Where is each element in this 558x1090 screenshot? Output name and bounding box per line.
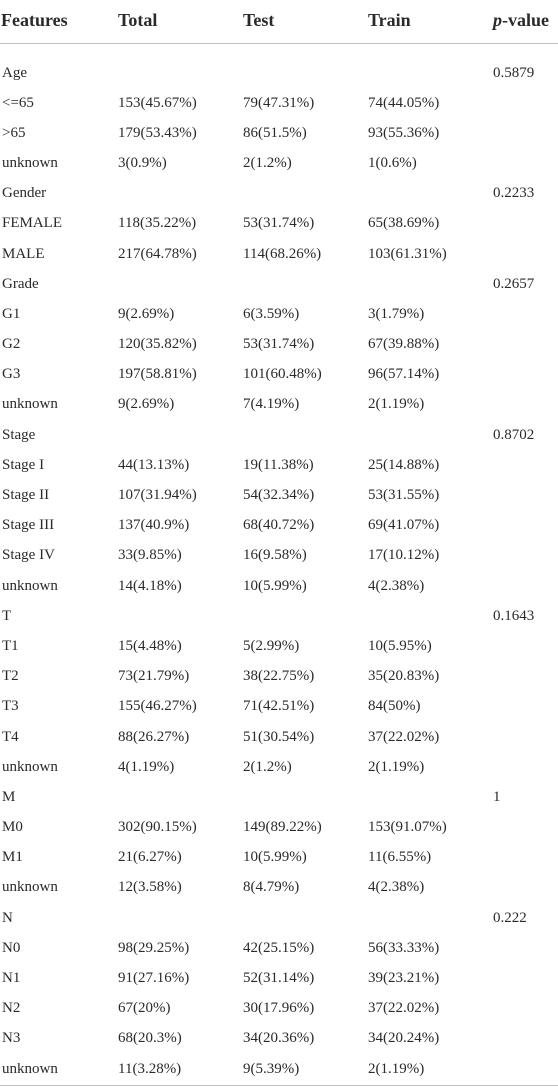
table-row (0, 722, 558, 752)
table-row (0, 269, 558, 299)
train-cell: 2(1.19%) (368, 758, 425, 775)
table-row (0, 933, 558, 963)
test-cell: 54(32.34%) (243, 487, 315, 504)
total-cell: 73(21.79%) (118, 668, 190, 685)
p-value-cell: 0.8702 (493, 426, 535, 443)
feature-cell: T1 (2, 637, 19, 654)
train-cell: 2(1.19%) (368, 1060, 425, 1077)
feature-cell: <=65 (2, 94, 34, 111)
header-test: Test (243, 0, 368, 44)
feature-cell: Stage (2, 426, 36, 443)
feature-cell: Gender (2, 185, 47, 202)
test-cell: 53(31.74%) (243, 215, 315, 232)
table-row (0, 390, 558, 420)
total-cell: 33(9.85%) (118, 547, 182, 564)
p-value-cell: 0.5879 (493, 64, 535, 81)
feature-cell: >65 (2, 124, 26, 141)
feature-cell: Stage II (2, 487, 50, 504)
p-value-cell (493, 88, 558, 118)
train-cell: 96(57.14%) (368, 366, 440, 383)
p-value-cell (493, 692, 558, 722)
header-train: Train (368, 0, 493, 44)
test-cell: 101(60.48%) (243, 366, 322, 383)
test-cell: 38(22.75%) (243, 668, 315, 685)
test-cell: 2(1.2%) (243, 154, 292, 171)
train-cell: 34(20.24%) (368, 1030, 440, 1047)
p-value-cell (493, 209, 558, 239)
table-row (0, 601, 558, 631)
table-row (0, 692, 558, 722)
feature-cell: FEMALE (2, 215, 62, 232)
test-cell (243, 44, 368, 89)
p-value-cell: 1 (493, 788, 501, 805)
total-cell: 12(3.58%) (118, 879, 182, 896)
test-cell (243, 903, 368, 933)
test-cell (243, 782, 368, 812)
table-row (0, 118, 558, 148)
test-cell: 52(31.14%) (243, 970, 315, 987)
total-cell: 118(35.22%) (118, 215, 197, 232)
table-row (0, 330, 558, 360)
p-value-cell (493, 480, 558, 510)
feature-cell: Age (2, 64, 27, 81)
total-cell: 107(31.94%) (118, 487, 197, 504)
table-header (0, 0, 558, 44)
test-cell: 19(11.38%) (243, 456, 314, 473)
table-row (0, 179, 558, 209)
feature-cell: N (2, 909, 13, 926)
feature-cell: M (2, 788, 16, 805)
table-row (0, 511, 558, 541)
feature-cell: N2 (2, 1000, 21, 1017)
p-value-cell (493, 933, 558, 963)
train-cell (368, 269, 493, 299)
test-cell: 16(9.58%) (243, 547, 307, 564)
p-value-cell (493, 450, 558, 480)
total-cell: 98(29.25%) (118, 939, 190, 956)
feature-cell: N0 (2, 939, 21, 956)
test-cell: 51(30.54%) (243, 728, 315, 745)
table-row (0, 450, 558, 480)
test-cell: 42(25.15%) (243, 939, 315, 956)
table-row (0, 541, 558, 571)
feature-cell: T4 (2, 728, 19, 745)
p-value-cell (493, 963, 558, 993)
header-p-value (493, 0, 558, 44)
feature-cell: Grade (2, 275, 39, 292)
p-value-cell (493, 662, 558, 692)
total-cell: 4(1.19%) (118, 758, 175, 775)
total-cell: 3(0.9%) (118, 154, 167, 171)
table-row (0, 480, 558, 510)
bottom-rule (0, 1085, 558, 1086)
feature-cell: M0 (2, 819, 23, 836)
p-value-cell: 0.2233 (493, 185, 535, 202)
table-row (0, 148, 558, 178)
total-cell: 9(2.69%) (118, 396, 175, 413)
table-row (0, 360, 558, 390)
p-value-cell (493, 239, 558, 269)
total-cell: 120(35.82%) (118, 336, 197, 353)
feature-cell: Stage IV (2, 547, 55, 564)
p-value-cell (493, 330, 558, 360)
total-cell (118, 601, 243, 631)
table-row (0, 631, 558, 661)
p-value-cell: 0.2657 (493, 275, 535, 292)
total-cell: 21(6.27%) (118, 849, 182, 866)
train-cell: 39(23.21%) (368, 970, 440, 987)
total-cell: 155(46.27%) (118, 698, 197, 715)
train-cell: 37(22.02%) (368, 728, 440, 745)
total-cell: 217(64.78%) (118, 245, 197, 262)
feature-cell: unknown (2, 154, 58, 171)
p-value-cell (493, 1024, 558, 1054)
feature-cell: T2 (2, 668, 19, 685)
p-value-cell (493, 994, 558, 1024)
total-cell: 197(58.81%) (118, 366, 197, 383)
table-row (0, 239, 558, 269)
feature-cell: unknown (2, 758, 58, 775)
train-cell: 53(31.55%) (368, 487, 440, 504)
train-cell: 103(61.31%) (368, 245, 447, 262)
table-row (0, 813, 558, 843)
p-value-cell (493, 873, 558, 903)
table-row (0, 963, 558, 993)
total-cell: 68(20.3%) (118, 1030, 182, 1047)
feature-cell: Stage III (2, 517, 55, 534)
train-cell: 74(44.05%) (368, 94, 440, 111)
total-cell: 15(4.48%) (118, 637, 182, 654)
train-cell: 2(1.19%) (368, 396, 425, 413)
p-value-cell (493, 752, 558, 782)
p-value-cell (493, 813, 558, 843)
total-cell: 153(45.67%) (118, 94, 197, 111)
header-features: Features (0, 0, 118, 44)
train-cell (368, 782, 493, 812)
p-value-cell (493, 843, 558, 873)
header-p-italic: p (493, 9, 502, 30)
p-value-cell: 0.222 (493, 909, 527, 926)
train-cell (368, 420, 493, 450)
train-cell (368, 44, 493, 89)
table-row (0, 994, 558, 1024)
train-cell: 84(50%) (368, 698, 421, 715)
feature-cell: MALE (2, 245, 45, 262)
test-cell (243, 601, 368, 631)
p-value-cell (493, 118, 558, 148)
total-cell (118, 782, 243, 812)
test-cell: 34(20.36%) (243, 1030, 315, 1047)
test-cell: 10(5.99%) (243, 577, 307, 594)
train-cell: 4(2.38%) (368, 577, 425, 594)
total-cell (118, 179, 243, 209)
test-cell: 7(4.19%) (243, 396, 300, 413)
test-cell (243, 420, 368, 450)
test-cell: 149(89.22%) (243, 819, 322, 836)
p-value-cell (493, 541, 558, 571)
p-value-cell (493, 148, 558, 178)
total-cell: 44(13.13%) (118, 456, 190, 473)
p-value-cell (493, 631, 558, 661)
test-cell: 5(2.99%) (243, 637, 300, 654)
feature-cell: Stage I (2, 456, 45, 473)
total-cell: 67(20%) (118, 1000, 171, 1017)
train-cell: 93(55.36%) (368, 124, 440, 141)
table-row (0, 752, 558, 782)
train-cell: 153(91.07%) (368, 819, 447, 836)
total-cell: 14(4.18%) (118, 577, 182, 594)
feature-cell: M1 (2, 849, 23, 866)
test-cell: 114(68.26%) (243, 245, 322, 262)
p-value-cell (493, 722, 558, 752)
total-cell: 91(27.16%) (118, 970, 190, 987)
table-row (0, 571, 558, 601)
p-value-cell (493, 360, 558, 390)
train-cell: 1(0.6%) (368, 154, 417, 171)
test-cell: 2(1.2%) (243, 758, 292, 775)
test-cell: 71(42.51%) (243, 698, 315, 715)
table-row (0, 209, 558, 239)
total-cell (118, 420, 243, 450)
train-cell: 11(6.55%) (368, 849, 432, 866)
test-cell: 53(31.74%) (243, 336, 315, 353)
total-cell (118, 44, 243, 89)
table-row (0, 1054, 558, 1084)
p-value-cell (493, 299, 558, 329)
total-cell: 11(3.28%) (118, 1060, 182, 1077)
table-row (0, 662, 558, 692)
train-cell: 10(5.95%) (368, 637, 432, 654)
test-cell: 8(4.79%) (243, 879, 300, 896)
train-cell: 69(41.07%) (368, 517, 440, 534)
test-cell (243, 179, 368, 209)
feature-cell: T (2, 607, 12, 624)
feature-cell: unknown (2, 879, 58, 896)
train-cell: 67(39.88%) (368, 336, 440, 353)
train-cell (368, 903, 493, 933)
test-cell: 6(3.59%) (243, 305, 300, 322)
table-row (0, 873, 558, 903)
table-row (0, 1024, 558, 1054)
total-cell (118, 903, 243, 933)
table-row (0, 44, 558, 89)
p-value-cell (493, 390, 558, 420)
header-total: Total (118, 0, 243, 44)
test-cell: 68(40.72%) (243, 517, 315, 534)
train-cell (368, 179, 493, 209)
train-cell: 3(1.79%) (368, 305, 425, 322)
test-cell: 86(51.5%) (243, 124, 307, 141)
feature-cell: unknown (2, 396, 58, 413)
table-row (0, 903, 558, 933)
train-cell: 56(33.33%) (368, 939, 440, 956)
train-cell: 37(22.02%) (368, 1000, 440, 1017)
test-cell: 10(5.99%) (243, 849, 307, 866)
table-row (0, 420, 558, 450)
test-cell: 9(5.39%) (243, 1060, 300, 1077)
total-cell: 88(26.27%) (118, 728, 190, 745)
train-cell (368, 601, 493, 631)
train-cell: 4(2.38%) (368, 879, 425, 896)
total-cell (118, 269, 243, 299)
feature-cell: N1 (2, 970, 21, 987)
table-row (0, 782, 558, 812)
table-row (0, 843, 558, 873)
feature-cell: T3 (2, 698, 19, 715)
total-cell: 302(90.15%) (118, 819, 197, 836)
header-row (0, 0, 558, 44)
train-cell: 65(38.69%) (368, 215, 440, 232)
p-value-cell (493, 571, 558, 601)
header-p-rest: -value (502, 9, 549, 30)
train-cell: 17(10.12%) (368, 547, 440, 564)
test-cell: 79(47.31%) (243, 94, 315, 111)
total-cell: 137(40.9%) (118, 517, 190, 534)
feature-cell: G2 (2, 336, 21, 353)
feature-cell: G1 (2, 305, 21, 322)
total-cell: 179(53.43%) (118, 124, 197, 141)
table-row (0, 88, 558, 118)
test-cell: 30(17.96%) (243, 1000, 315, 1017)
feature-cell: unknown (2, 1060, 58, 1077)
table-row (0, 299, 558, 329)
train-cell: 25(14.88%) (368, 456, 440, 473)
p-value-cell (493, 1054, 558, 1084)
feature-cell: G3 (2, 366, 21, 383)
feature-cell: unknown (2, 577, 58, 594)
p-value-cell: 0.1643 (493, 607, 535, 624)
table-body (0, 44, 558, 1085)
p-value-cell (493, 511, 558, 541)
total-cell: 9(2.69%) (118, 305, 175, 322)
feature-cell: N3 (2, 1030, 21, 1047)
train-cell: 35(20.83%) (368, 668, 440, 685)
test-cell (243, 269, 368, 299)
